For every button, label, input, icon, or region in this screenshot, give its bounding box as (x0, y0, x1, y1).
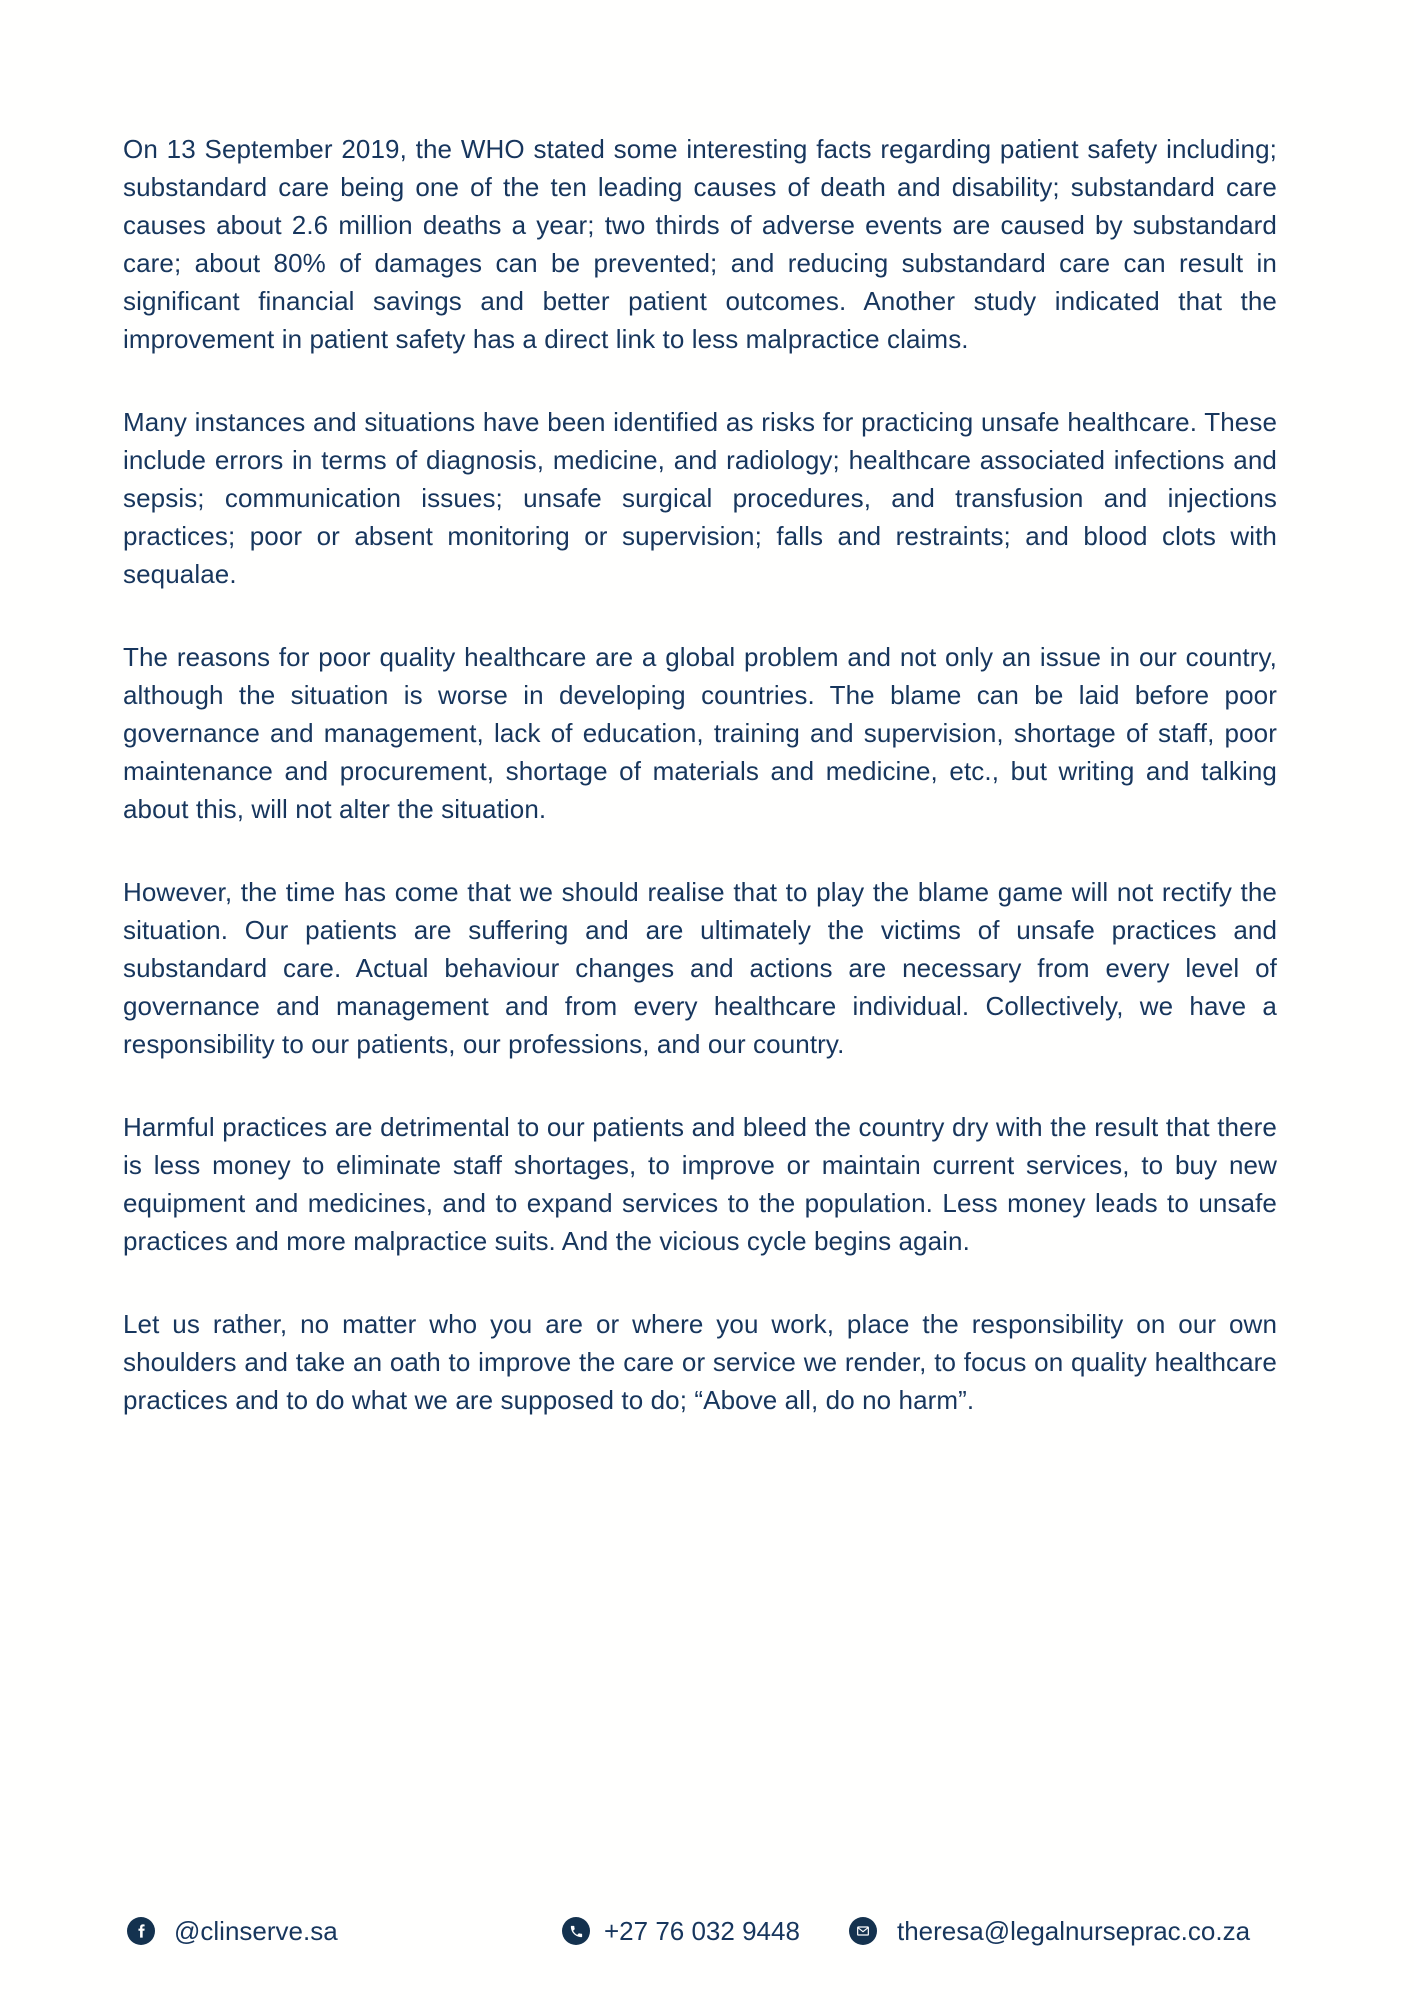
article-body (123, 130, 1277, 1464)
facebook-link[interactable] (127, 1916, 338, 1946)
phone-link[interactable] (562, 1916, 800, 1946)
phone-icon (562, 1917, 590, 1945)
facebook-icon (127, 1917, 155, 1945)
paragraph-oath: Let us rather, no matter who you are or where you work, place the responsibility on our own shoulders and take an oath to improve the care or service we render, to focus on quality healthcare practices and to do what we are supposed to do; “Above all, do no harm”. (123, 1309, 1277, 1415)
facebook-handle: @clinserve.sa (174, 1916, 338, 1946)
paragraph-harmful-practices: Harmful practices are detrimental to our patients and bleed the country dry with the result that there is less money to eliminate staff shortages, to improve or maintain current services, to buy new equipment and medicines, and to expand services to the population. Less money leads to unsafe practices and more malpractice suits. And the vicious cycle begins again. (123, 1112, 1277, 1256)
paragraph-blame-game: However, the time has come that we should realise that to play the blame game will not rectify the situation. Our patients are suffering and are ultimately the victims of unsafe practices and substandard care. Actual behaviour changes and actions are necessary from every level of governance and management and from every healthcare individual. Collectively, we have a responsibility to our patients, our professions, and our country. (123, 877, 1277, 1059)
paragraph-risk-instances: Many instances and situations have been identified as risks for practicing unsafe healthcare. These include errors in terms of diagnosis, medicine, and radiology; healthcare associated infections and sepsis; communication issues; unsafe surgical procedures, and transfusion and injections practices; poor or absent monitoring or supervision; falls and restraints; and blood clots with sequalae. (123, 407, 1277, 589)
contact-footer (0, 1916, 1414, 1946)
paragraph-reasons: The reasons for poor quality healthcare are a global problem and not only an issue in our country, although the situation is worse in developing countries. The blame can be laid before poor governance and management, lack of education, training and supervision, shortage of staff, poor maintenance and procurement, shortage of materials and medicine, etc., but writing and talking about this, will not alter the situation. (123, 642, 1277, 824)
email-link[interactable] (849, 1916, 1250, 1946)
email-icon (849, 1917, 877, 1945)
phone-number: +27 76 032 9448 (604, 1916, 800, 1946)
paragraph-who-facts: On 13 September 2019, the WHO stated some interesting facts regarding patient safety including; substandard care being one of the ten leading causes of death and disability; substandard care causes about 2.6 million deaths a year; two thirds of adverse events are caused by substandard care; about 80% of damages can be prevented; and reducing substandard care can result in significant financial savings and better patient outcomes. Another study indicated that the improvement in patient safety has a direct link to less malpractice claims. (123, 134, 1277, 354)
email-address: theresa@legalnurseprac.co.za (897, 1916, 1251, 1946)
